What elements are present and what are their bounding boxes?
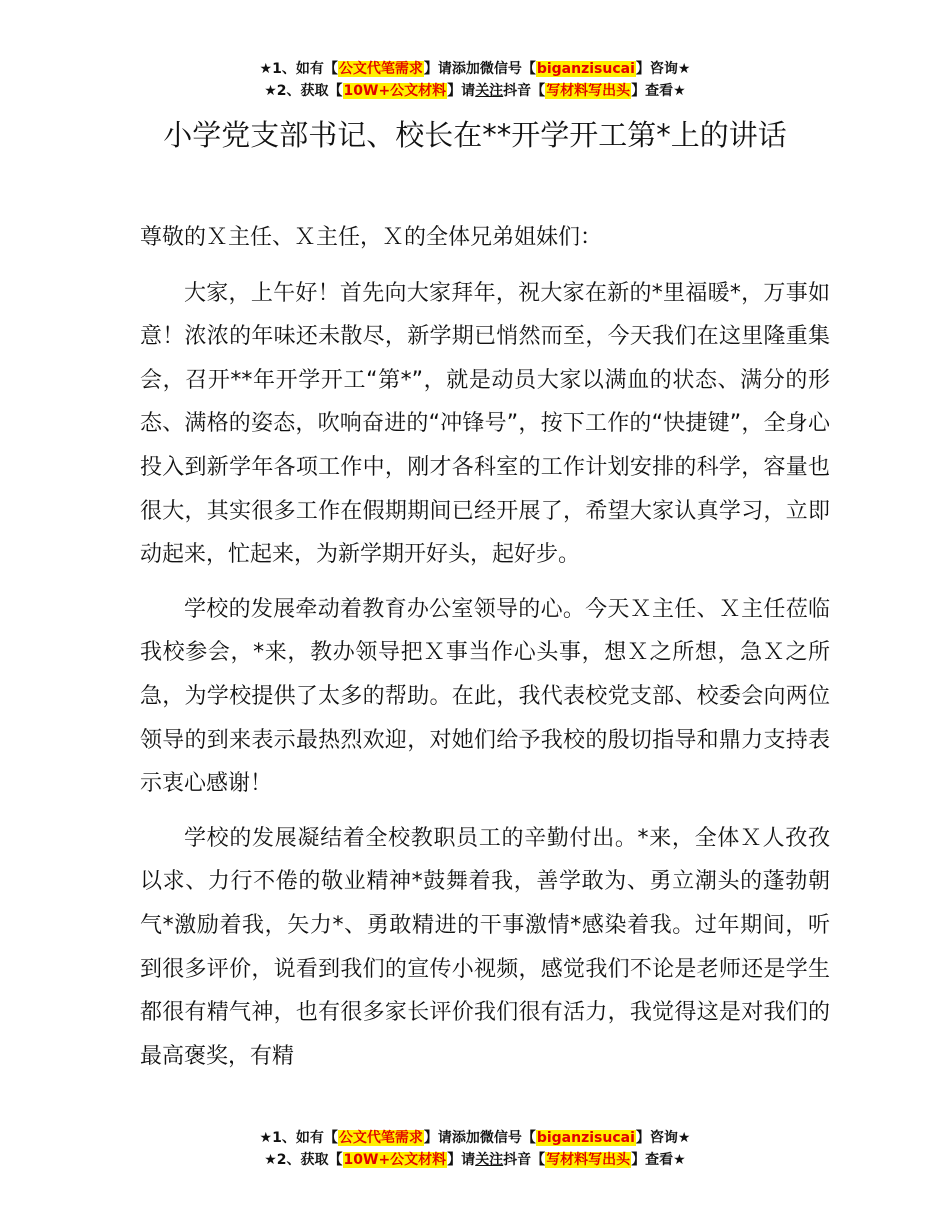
banner-emphasis: 关注 [475, 1152, 504, 1168]
banner-text: ★1、如有【 [259, 61, 338, 77]
salutation: 尊敬的Ｘ主任、Ｘ主任，Ｘ的全体兄弟姐妹们： [140, 225, 603, 250]
banner-text: 微信号【 [479, 1130, 536, 1146]
paragraph-1: 大家，上午好！首先向大家拜年，祝大家在新的*里福暖*，万事如意！浓浓的年味还未散尽，新学期已悄然而至，今天我们在这里隆重集会，召开**年开学开工“第*”，就是动员大家以满血的状态、满分的形态、满格的姿态，吹响奋进的“冲锋号”，按下工作的“快捷键”，全身心投入到新学年各项工作中，刚才各科室的工作计划安排的科学，容量也很大，其实很多工作在假期期间已经开展了，希望大家认真学习，立即动起来，忙起来，为新学期开好头，起好步。 [140, 280, 830, 568]
banner-text: 】请 [423, 61, 452, 77]
banner-text: 】咨询★ [635, 1130, 691, 1146]
banner-text: 抖音【 [503, 1152, 546, 1168]
paragraph-3: 学校的发展凝结着全校教职员工的辛勤付出。*来，全体Ｘ人孜孜以求、力行不倦的敬业精神*鼓舞着我，善学敢为、勇立潮头的蓬勃朝气*激励着我，矢力*、勇敢精进的干事激情*感染着我。过年期间，听到很多评价，说看到我们的宣传小视频，感觉我们不论是老师还是学生都很有精气神，也有很多家长评价我们很有活力，我觉得这是对我们的最高褒奖，有精 [140, 825, 830, 1069]
banner-line-1 [0, 58, 950, 80]
banner-text: 】查看★ [631, 1152, 686, 1168]
banner-text: 】咨询★ [635, 61, 691, 77]
banner-text: ★2、获取【 [264, 83, 343, 99]
document-title: 小学党支部书记、校长在**开学开工第*上的讲话 [163, 118, 787, 152]
banner-line-2 [0, 1149, 950, 1171]
document-body [140, 216, 830, 1078]
header-banner [0, 58, 950, 102]
highlight-wechat-id: biganzisucai [536, 61, 635, 77]
banner-line-2 [0, 80, 950, 102]
paragraph-2: 学校的发展牵动着教育办公室领导的心。今天Ｘ主任、Ｘ主任莅临我校参会，*来，教办领导把Ｘ事当作心头事，想Ｘ之所想，急Ｘ之所急，为学校提供了太多的帮助。在此，我代表校党支部、校委会向两位领导的到来表示最热烈欢迎，对她们给予我校的殷切指导和鼎力支持表示衷心感谢！ [140, 596, 830, 797]
banner-text: ★1、如有【 [259, 1130, 338, 1146]
banner-text: 微信号【 [479, 61, 536, 77]
highlight-douyin-account: 写材料写出头 [546, 83, 631, 99]
highlight-materials: 10W+公文材料 [343, 83, 447, 99]
banner-text: 】请 [447, 83, 476, 99]
banner-text: ★2、获取【 [264, 1152, 343, 1168]
footer-banner [0, 1127, 950, 1171]
banner-text: 抖音【 [503, 83, 546, 99]
banner-emphasis: 关注 [475, 83, 504, 99]
banner-text: 】请 [447, 1152, 476, 1168]
banner-text: 】请 [423, 1130, 452, 1146]
banner-text: 】查看★ [631, 83, 686, 99]
highlight-ghostwriting: 公文代笔需求 [338, 1130, 423, 1146]
banner-emphasis: 添加 [451, 1130, 480, 1146]
highlight-ghostwriting: 公文代笔需求 [338, 61, 423, 77]
banner-emphasis: 添加 [451, 61, 480, 77]
highlight-douyin-account: 写材料写出头 [546, 1152, 631, 1168]
banner-line-1 [0, 1127, 950, 1149]
highlight-wechat-id: biganzisucai [536, 1130, 635, 1146]
highlight-materials: 10W+公文材料 [343, 1152, 447, 1168]
